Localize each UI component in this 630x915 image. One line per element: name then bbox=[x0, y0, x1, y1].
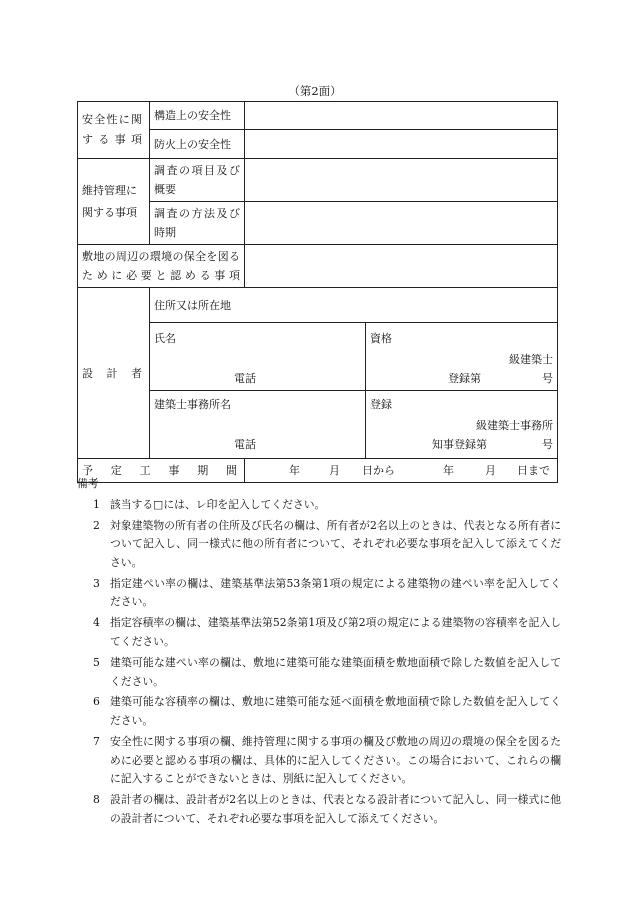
structural-safety-field[interactable] bbox=[245, 102, 558, 130]
schedule-label: 予 定 工 事 期 間 bbox=[78, 459, 245, 483]
office-name-field[interactable] bbox=[150, 391, 366, 459]
registration-no-label: 登録第 bbox=[448, 372, 481, 385]
survey-method-field[interactable] bbox=[245, 202, 558, 245]
environment-label: 敷地の周辺の環境の保全を図るために必要と認める事項 bbox=[78, 245, 245, 288]
note-item: 4 指定容積率の欄は、建築基準法第52条第1項及び第2項の規定による建築物の容積率を記入してください。 bbox=[93, 616, 561, 648]
note-item: 6 建築可能な容積率の欄は、敷地に建築可能な延べ面積を敷地面積で除した数値を記入してください。 bbox=[93, 695, 561, 728]
note-item: 7 安全性に関する事項の欄、維持管理に関する事項の欄及び敷地の周辺の環境の保全を図るために必要と認める事項の欄は、具体的に記入してください。この場合において、これらの欄に記入することができないときは、別紙に記入してください。 bbox=[93, 735, 561, 786]
year-from: 年 bbox=[289, 464, 300, 477]
qualification-field[interactable] bbox=[366, 323, 558, 391]
day-from: 日から bbox=[362, 464, 395, 477]
year-until: 年 bbox=[443, 464, 454, 477]
structural-safety-label: 構造上の安全性 bbox=[150, 102, 245, 130]
note-item: 2 対象建築物の所有者の住所及び氏名の欄は、所有者が2名以上のときは、代表となる所有者について記入し、同一様式に他の所有者について、それぞれ必要な事項を記入して添えてください。 bbox=[93, 518, 561, 569]
notes-section bbox=[77, 475, 561, 831]
registration-label: 登録 bbox=[370, 398, 392, 411]
designer-label: 設 計 者 bbox=[78, 288, 150, 459]
office-number-suffix-label: 号 bbox=[542, 438, 553, 451]
survey-items-label: 調査の項目及び概要 bbox=[150, 159, 245, 202]
number-suffix-label: 号 bbox=[542, 372, 553, 385]
page-title: （第2面） bbox=[288, 84, 342, 98]
designer-name-field[interactable] bbox=[150, 323, 366, 391]
maintenance-label: 維持管理に関する事項 bbox=[78, 159, 150, 245]
month-from: 月 bbox=[329, 464, 340, 477]
governor-registration-label: 知事登録第 bbox=[432, 438, 487, 451]
note-item: 8 設計者の欄は、設計者が2名以上のときは、代表となる設計者について記入し、同一様式に他の設計者について、それぞれ必要な事項を記入して添えてください。 bbox=[93, 793, 561, 825]
office-name-label: 建築士事務所名 bbox=[154, 398, 231, 411]
note-item: 3 指定建ぺい率の欄は、建築基準法第53条第1項の規定による建築物の建ぺい率を記入してください。 bbox=[93, 576, 561, 609]
month-until: 月 bbox=[485, 464, 496, 477]
name-label: 氏名 bbox=[154, 332, 176, 345]
qualification-label: 資格 bbox=[370, 332, 392, 345]
environment-field[interactable] bbox=[245, 245, 558, 288]
office-class-label: 級建築士事務所 bbox=[476, 419, 553, 432]
office-phone-label: 電話 bbox=[234, 438, 256, 451]
application-form-table bbox=[77, 101, 558, 483]
note-item: 1 該当する□には、レ印を記入してください。 bbox=[93, 497, 326, 511]
safety-label: 安全性に関する事項 bbox=[78, 102, 150, 159]
note-item: 5 建築可能な建ぺい率の欄は、敷地に建築可能な建築面積を敷地面積で除した数値を記入してください。 bbox=[93, 655, 561, 688]
phone-label: 電話 bbox=[234, 372, 256, 385]
notes-heading: 備考 bbox=[77, 477, 99, 490]
survey-items-field[interactable] bbox=[245, 159, 558, 202]
office-registration-field[interactable] bbox=[366, 391, 558, 459]
address-label: 住所又は所在地 bbox=[154, 298, 231, 312]
architect-class-label: 級建築士 bbox=[509, 353, 553, 366]
fire-safety-label: 防火上の安全性 bbox=[150, 130, 245, 159]
survey-method-label: 調査の方法及び時期 bbox=[150, 202, 245, 245]
designer-address-field[interactable] bbox=[150, 288, 558, 323]
fire-safety-field[interactable] bbox=[245, 130, 558, 159]
day-until: 日まで bbox=[517, 464, 550, 477]
